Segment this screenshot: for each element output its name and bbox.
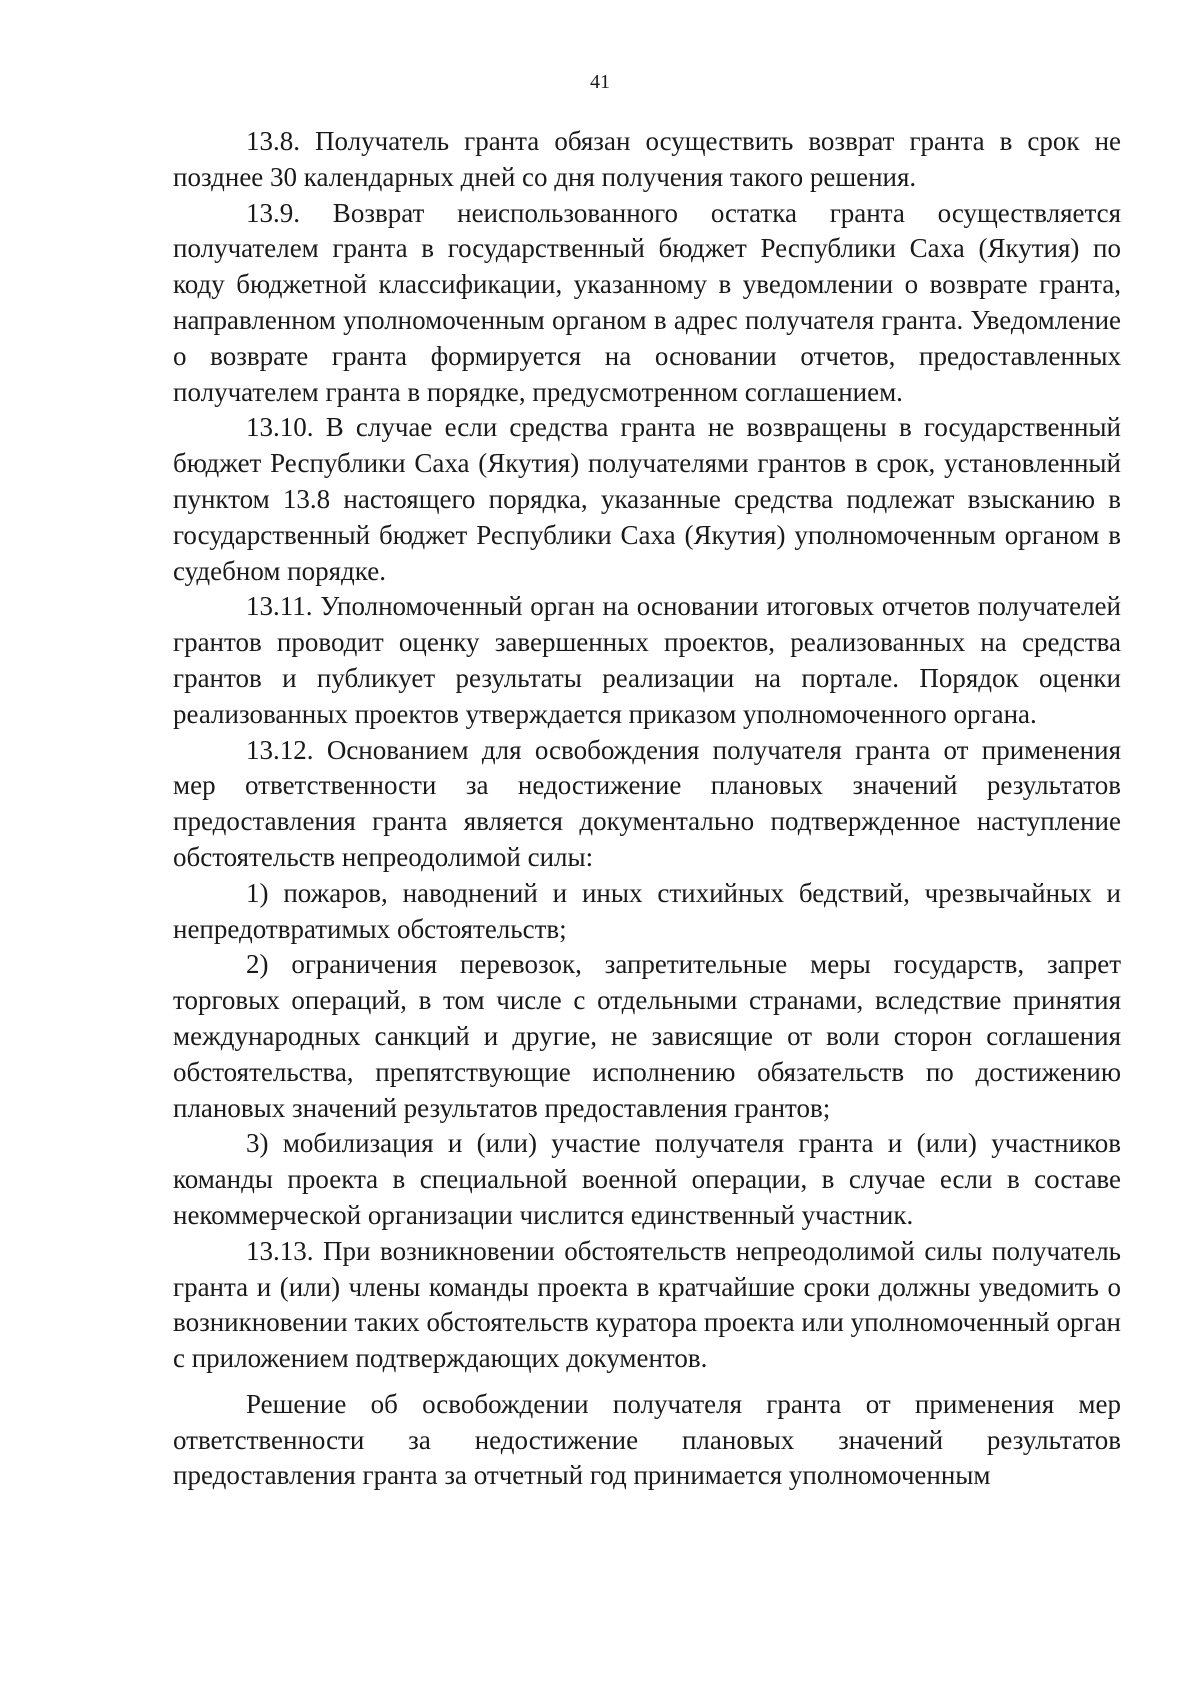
paragraph-13-11: 13.11. Уполномоченный орган на основании итоговых отчетов получателей грантов проводит оценку завершенных проектов, реализованных на средства грантов и публикует результаты реализации на портале. Порядок оценки реализованных проектов утверждается приказом уполномоченного органа. [173, 591, 1121, 729]
paragraph-13-9: 13.9. Возврат неиспользованного остатка гранта осуществляется получателем гранта в государственный бюджет Республики Саха (Якутия) по коду бюджетной классификации, указанному в уведомлении о возврате гранта, направленном уполномоченным органом в адрес получателя гранта. Уведомление о возврате гранта формируется на основании отчетов, предоставленных получателем гранта в порядке, предусмотренном соглашением. [173, 197, 1121, 407]
list-item-3: 3) мобилизация и (или) участие получателя гранта и (или) участников команды проекта в специальной военной операции, в случае если в составе некоммерческой организации числится единственный участник. [173, 1128, 1121, 1230]
paragraph-13-12: 13.12. Основанием для освобождения получателя гранта от применения мер ответственности за недостижение плановых значений результатов предоставления гранта является документально подтвержденное наступление обстоятельств непреодолимой силы: [173, 734, 1121, 872]
document-body [173, 124, 1121, 1494]
list-item-1: 1) пожаров, наводнений и иных стихийных бедствий, чрезвычайных и непредотвратимых обстоятельств; [173, 877, 1121, 944]
paragraph-13-10: 13.10. В случае если средства гранта не возвращены в государственный бюджет Республики Саха (Якутия) получателями грантов в срок, установленный пунктом 13.8 настоящего порядка, указанные средства подлежат взысканию в государственный бюджет Республики Саха (Якутия) уполномоченным органом в судебном порядке. [173, 412, 1121, 586]
paragraph-13-8: 13.8. Получатель гранта обязан осуществить возврат гранта в срок не позднее 30 календарных дней со дня получения такого решения. [173, 126, 1121, 192]
page-number: 41 [590, 71, 610, 93]
paragraph-decision: Решение об освобождении получателя гранта от применения мер ответственности за недостижение плановых значений результатов предоставления гранта за отчетный год принимается уполномоченным [173, 1388, 1121, 1491]
paragraph-13-13: 13.13. При возникновении обстоятельств непреодолимой силы получатель гранта и (или) члены команды проекта в кратчайшие сроки должны уведомить о возникновении таких обстоятельств куратора проекта или уполномоченный орган с приложением подтверждающих документов. [173, 1235, 1121, 1374]
list-item-2: 2) ограничения перевозок, запретительные меры государств, запрет торговых операций, в том числе с отдельными странами, вследствие принятия международных санкций и другие, не зависящие от воли сторон соглашения обстоятельства, препятствующие исполнению обязательств по достижению плановых значений результатов предоставления грантов; [173, 949, 1121, 1123]
